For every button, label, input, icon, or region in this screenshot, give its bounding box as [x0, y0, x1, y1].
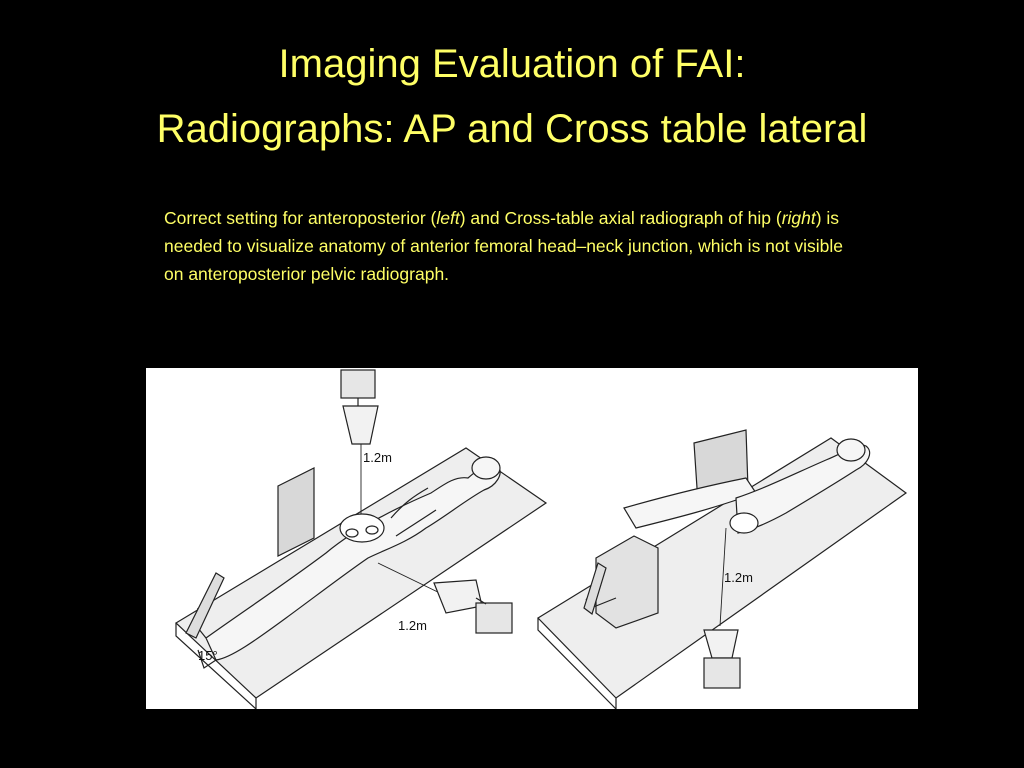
ct-leg-support [596, 536, 658, 628]
slide-title-line-2: Radiographs: AP and Cross table lateral [156, 107, 868, 151]
cross-table-setup-drawing [538, 430, 906, 709]
radiograph-setup-illustration [146, 368, 918, 709]
ap-patient-head [472, 457, 500, 479]
ap-xray-tube-top [341, 370, 375, 398]
ap-collimator-top [343, 406, 378, 444]
ct-collimator [704, 630, 738, 658]
ap-distance-bottom-label: 1.2m [398, 618, 427, 633]
ct-pelvis [730, 513, 758, 533]
caption-emphasis-left: left [436, 208, 460, 228]
ap-distance-top-label: 1.2m [363, 450, 392, 465]
caption-part-3: ) is needed to visualize anatomy of anterior femoral head–neck junction, which is not visible on anteroposterior pelvic radiograph. [164, 208, 843, 284]
ct-patient-head [837, 439, 865, 461]
caption-part-2: ) and Cross-table axial radiograph of hip ( [459, 208, 782, 228]
caption-emphasis-right: right [781, 208, 816, 228]
ct-xray-tube [704, 658, 740, 688]
ap-collimator-side [434, 580, 482, 613]
ct-distance-label: 1.2m [724, 570, 753, 585]
illustration-svg [146, 368, 918, 709]
caption-part-1: Correct setting for anteroposterior ( [164, 208, 437, 228]
figure-caption [164, 204, 854, 288]
slide-title-line-1: Imaging Evaluation of FAI: [278, 42, 746, 86]
ap-xray-tube-side [476, 603, 512, 633]
ap-angle-label: 15° [198, 648, 218, 663]
ap-setup-drawing [176, 370, 546, 709]
